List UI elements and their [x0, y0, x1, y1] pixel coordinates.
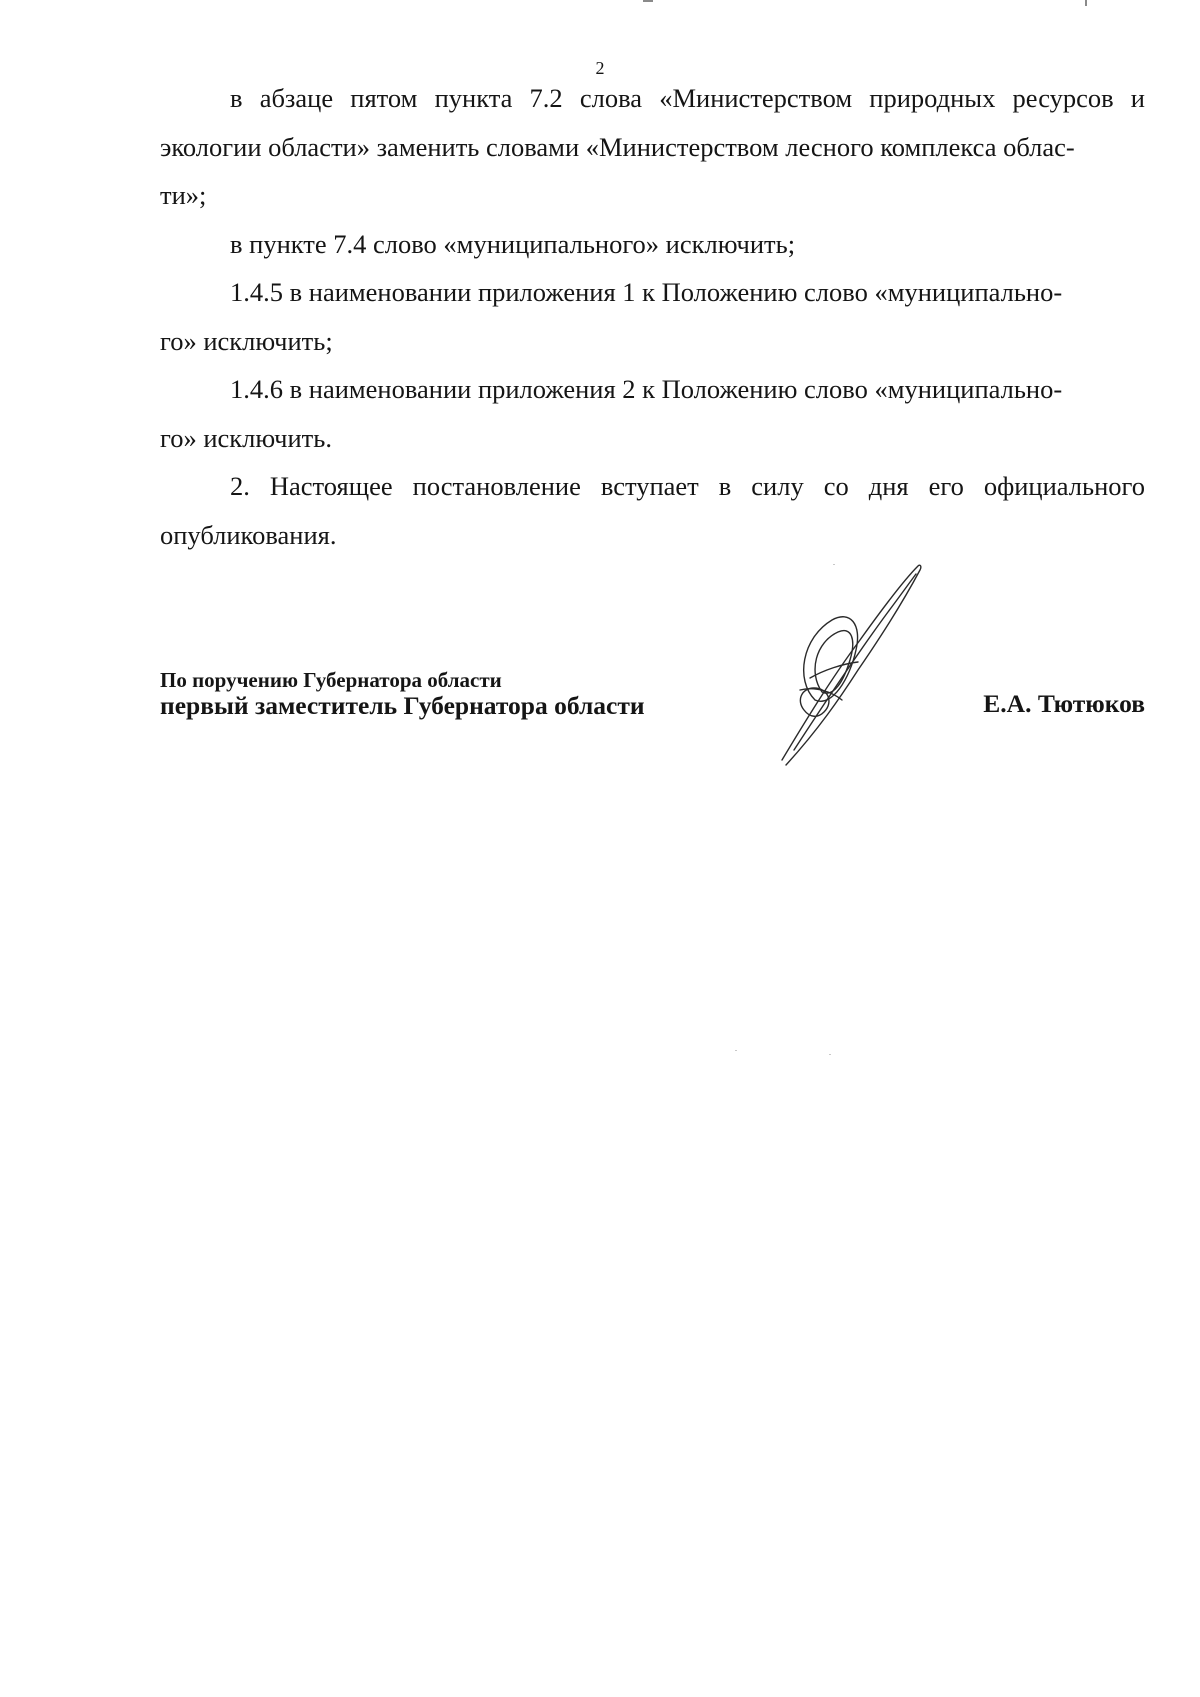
paragraph-text: 2. Настоящее постановление вступает в силу со дня его официального опубликования.: [160, 471, 1145, 550]
scan-dot: [735, 1050, 737, 1051]
paragraph-1-4-5: [160, 268, 1145, 365]
paragraph-text: 1.4.6 в наименовании приложения 2 к Положению слово «муниципально-: [230, 374, 1063, 404]
paragraph-continuation: ти»;: [160, 180, 207, 210]
paragraph-1-4-6: [160, 365, 1145, 462]
scan-dot: [829, 1054, 831, 1055]
signatory-authority: По поручению Губернатора области: [160, 668, 502, 692]
paragraph-continuation: го» исключить.: [160, 422, 332, 453]
scan-mark: [643, 0, 653, 2]
paragraph-2-effective-date: [160, 462, 1145, 559]
scan-mark: [1085, 0, 1087, 6]
paragraph-text: в абзаце пятом пункта 7.2 слова «Министерством природных ресурсов и экологии области» заменить словами «Министерством лесного комплекса облас-: [160, 83, 1145, 162]
signatory-position: первый заместитель Губернатора области: [160, 691, 645, 720]
document-body: [160, 74, 1145, 559]
page-number-text: 2: [595, 58, 605, 78]
paragraph-7-2-change: [160, 74, 1145, 220]
paragraph-7-4-change: [160, 220, 1145, 269]
paragraph-text: в пункте 7.4 слово «муниципального» исключить;: [230, 228, 796, 259]
paragraph-text: 1.4.5 в наименовании приложения 1 к Положению слово «муниципально-: [230, 277, 1063, 307]
handwritten-signature: [770, 560, 940, 770]
signatory-title: [160, 665, 645, 721]
paragraph-continuation: го» исключить;: [160, 325, 333, 356]
signatory-name: Е.А. Тютюков: [983, 689, 1145, 718]
